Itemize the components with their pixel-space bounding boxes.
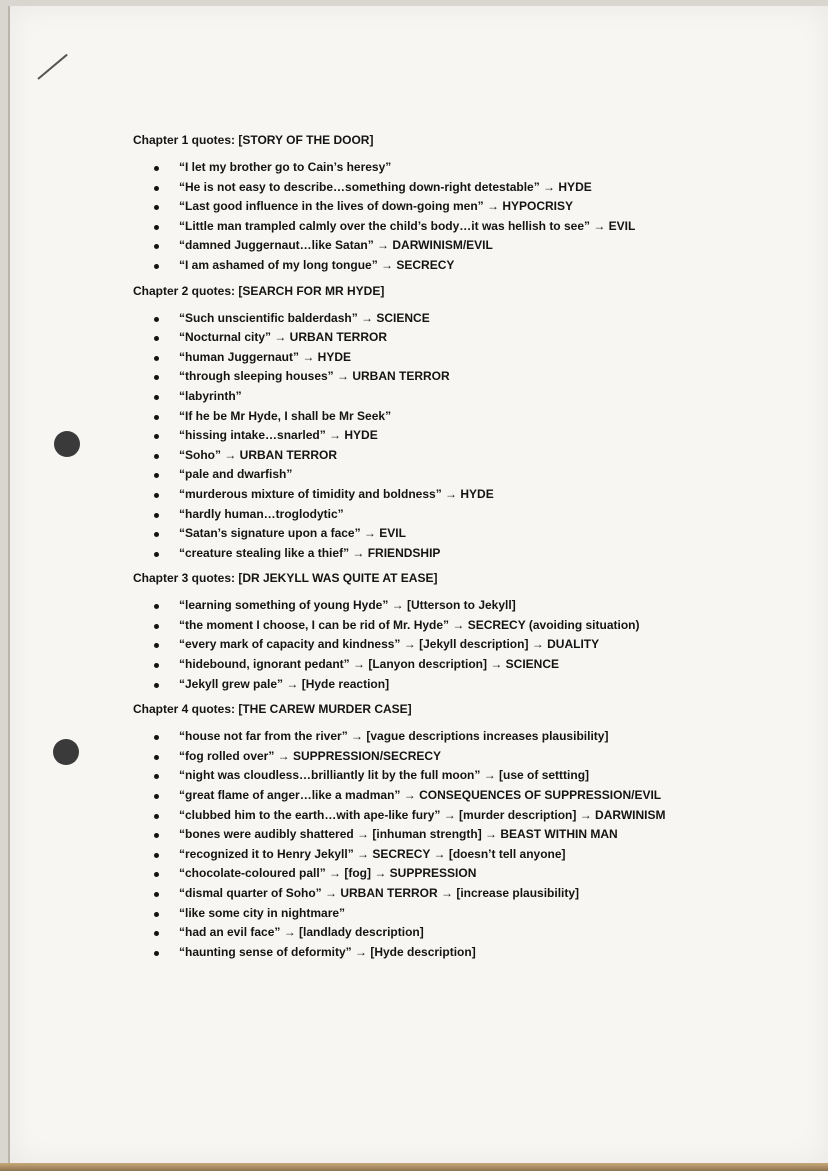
quote-list	[133, 596, 793, 694]
quote-item: “the moment I choose, I can be rid of Mr. Hyde” → SECRECY (avoiding situation)	[133, 616, 793, 636]
chapter-section	[133, 132, 793, 276]
quote-item: “labyrinth”	[133, 387, 793, 407]
chapter-heading: Chapter 3 quotes: [DR JEKYLL WAS QUITE AT EASE]	[133, 571, 438, 586]
quote-item: “Soho” → URBAN TERROR	[133, 446, 793, 466]
chapter-heading: Chapter 4 quotes: [THE CAREW MURDER CASE]	[133, 702, 412, 717]
quote-item: “Nocturnal city” → URBAN TERROR	[133, 328, 793, 348]
quote-item: “damned Juggernaut…like Satan” → DARWINISM/EVIL	[133, 236, 793, 256]
quote-item: “He is not easy to describe…something down-right detestable” → HYDE	[133, 178, 793, 198]
quote-item: “haunting sense of deformity” → [Hyde description]	[133, 943, 793, 963]
quote-item: “creature stealing like a thief” → FRIENDSHIP	[133, 544, 793, 564]
quote-item: “like some city in nightmare”	[133, 904, 793, 924]
quote-item: “Jekyll grew pale” → [Hyde reaction]	[133, 675, 793, 695]
chapter-heading: Chapter 1 quotes: [STORY OF THE DOOR]	[133, 133, 374, 147]
quote-item: “I let my brother go to Cain’s heresy”	[133, 158, 793, 178]
quote-item: “human Juggernaut” → HYDE	[133, 348, 793, 368]
quote-item: “Last good influence in the lives of down-going men” → HYPOCRISY	[133, 197, 793, 217]
paper-bottom-edge	[0, 1163, 828, 1171]
quote-item: “I am ashamed of my long tongue” → SECRECY	[133, 256, 793, 276]
quote-item: “every mark of capacity and kindness” → [Jekyll description] → DUALITY	[133, 635, 793, 655]
quote-item: “house not far from the river” → [vague descriptions increases plausibility]	[133, 727, 793, 747]
chapter-section	[133, 570, 793, 694]
quote-item: “dismal quarter of Soho” → URBAN TERROR → [increase plausibility]	[133, 884, 793, 904]
quote-item: “If he be Mr Hyde, I shall be Mr Seek”	[133, 407, 793, 427]
punch-hole-top	[54, 431, 80, 457]
chapter-heading: Chapter 2 quotes: [SEARCH FOR MR HYDE]	[133, 283, 385, 298]
quote-item: “chocolate-coloured pall” → [fog] → SUPPRESSION	[133, 864, 793, 884]
quote-item: “pale and dwarfish”	[133, 465, 793, 485]
punch-hole-bottom	[53, 739, 79, 765]
quote-item: “Satan’s signature upon a face” → EVIL	[133, 524, 793, 544]
quote-item: “hissing intake…snarled” → HYDE	[133, 426, 793, 446]
quote-item: “hardly human…troglodytic”	[133, 505, 793, 525]
document-content	[133, 132, 793, 969]
quote-item: “through sleeping houses” → URBAN TERROR	[133, 367, 793, 387]
quote-item: “had an evil face” → [landlady description]	[133, 923, 793, 943]
pen-mark	[37, 54, 67, 80]
quote-list	[133, 727, 793, 962]
quote-item: “night was cloudless…brilliantly lit by the full moon” → [use of settting]	[133, 766, 793, 786]
quote-item: “murderous mixture of timidity and boldness” → HYDE	[133, 485, 793, 505]
quote-item: “fog rolled over” → SUPPRESSION/SECRECY	[133, 747, 793, 767]
quote-item: “hidebound, ignorant pedant” → [Lanyon description] → SCIENCE	[133, 655, 793, 675]
quote-item: “clubbed him to the earth…with ape-like fury” → [murder description] → DARWINISM	[133, 806, 793, 826]
chapter-section	[133, 283, 793, 564]
quote-item: “Such unscientific balderdash” → SCIENCE	[133, 309, 793, 329]
quote-item: “recognized it to Henry Jekyll” → SECRECY → [doesn’t tell anyone]	[133, 845, 793, 865]
quote-item: “great flame of anger…like a madman” → CONSEQUENCES OF SUPPRESSION/EVIL	[133, 786, 793, 806]
quote-list	[133, 158, 793, 276]
quote-list	[133, 309, 793, 564]
quote-item: “learning something of young Hyde” → [Utterson to Jekyll]	[133, 596, 793, 616]
quote-item: “bones were audibly shattered → [inhuman strength] → BEAST WITHIN MAN	[133, 825, 793, 845]
chapter-section	[133, 701, 793, 962]
quote-item: “Little man trampled calmly over the child’s body…it was hellish to see” → EVIL	[133, 217, 793, 237]
